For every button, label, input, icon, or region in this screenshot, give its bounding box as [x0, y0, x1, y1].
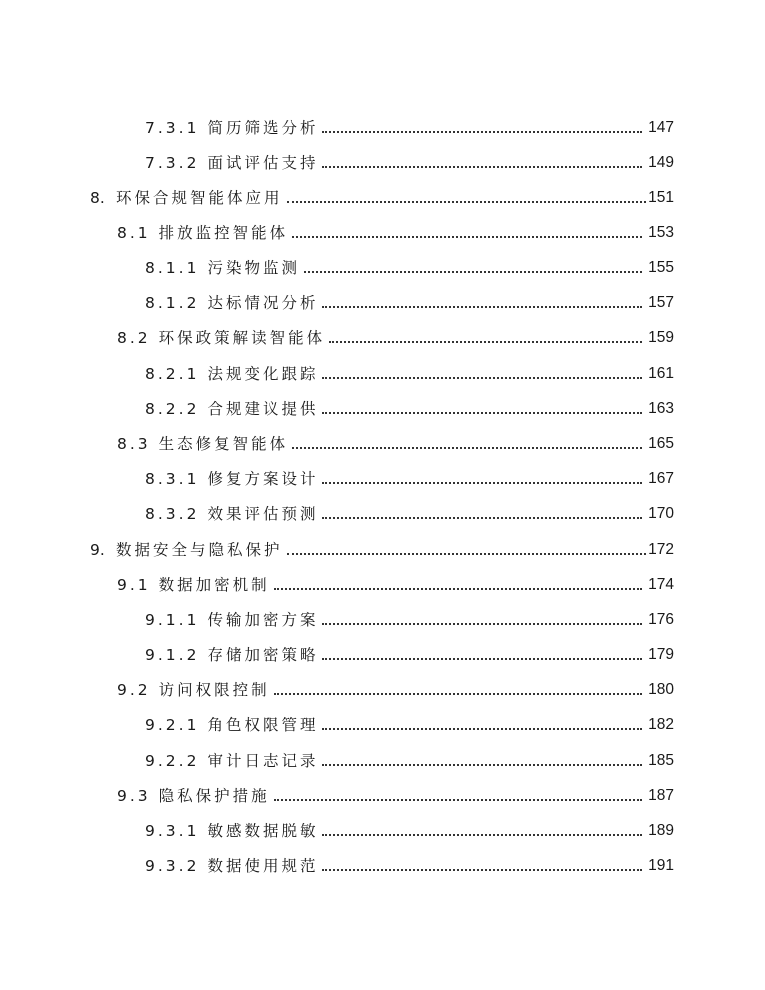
- toc-entry[interactable]: [90, 184, 674, 208]
- toc-entry[interactable]: [145, 114, 674, 138]
- dot-leader: [287, 200, 647, 203]
- dot-leader: [322, 516, 642, 519]
- toc-entry[interactable]: [145, 149, 674, 173]
- toc-entry[interactable]: [117, 219, 674, 243]
- dot-leader: [274, 692, 642, 695]
- toc-entry-number: 9.: [90, 541, 105, 559]
- toc-entry-page-number: 176: [648, 611, 674, 628]
- toc-entry-number: 9.2.2: [145, 752, 200, 770]
- toc-entry[interactable]: [145, 500, 674, 524]
- dot-leader: [274, 798, 642, 801]
- toc-entry-title: 修复方案设计: [207, 470, 319, 488]
- dot-leader: [322, 622, 642, 625]
- toc-entry-page-number: 189: [648, 822, 674, 839]
- toc-entry-number: 8.1: [117, 224, 151, 242]
- dot-leader: [322, 165, 642, 168]
- toc-entry[interactable]: [117, 571, 674, 595]
- toc-entry[interactable]: [117, 782, 674, 806]
- toc-entry-page-number: 172: [648, 541, 674, 558]
- dot-leader: [322, 130, 642, 133]
- toc-entry-number: 8.3.1: [145, 470, 200, 488]
- toc-entry-number: 8.2.2: [145, 400, 200, 418]
- toc-entry-page-number: 163: [648, 400, 674, 417]
- toc-entry[interactable]: [145, 852, 674, 876]
- dot-leader: [274, 587, 642, 590]
- toc-entry[interactable]: [117, 430, 674, 454]
- dot-leader: [322, 727, 642, 730]
- toc-entry-page-number: 147: [648, 119, 674, 136]
- toc-entry-number: 8.1.1: [145, 259, 200, 277]
- dot-leader: [292, 235, 642, 238]
- dot-leader: [322, 305, 642, 308]
- toc-entry[interactable]: [145, 360, 674, 384]
- toc-entry-title: 生态修复智能体: [158, 435, 289, 453]
- toc-entry-page-number: 151: [648, 189, 674, 206]
- toc-entry-page-number: 187: [648, 787, 674, 804]
- toc-entry[interactable]: [145, 711, 674, 735]
- toc-entry-number: 7.3.1: [145, 119, 200, 137]
- dot-leader: [322, 657, 642, 660]
- toc-entry-number: 8.3: [117, 435, 151, 453]
- toc-entry[interactable]: [145, 465, 674, 489]
- toc-entry-title: 环保政策解读智能体: [158, 329, 326, 347]
- toc-entry[interactable]: [117, 676, 674, 700]
- toc-entry-page-number: 170: [648, 505, 674, 522]
- toc-entry-title: 面试评估支持: [207, 154, 319, 172]
- toc-entry-title: 合规建议提供: [207, 400, 319, 418]
- toc-entry-page-number: 180: [648, 681, 674, 698]
- toc-entry[interactable]: [145, 641, 674, 665]
- toc-entry-page-number: 165: [648, 435, 674, 452]
- toc-entry-title: 环保合规智能体应用: [116, 189, 283, 207]
- toc-entry-title: 法规变化跟踪: [207, 365, 319, 383]
- toc-entry-number: 8.3.2: [145, 505, 200, 523]
- toc-entry-number: 9.1: [117, 576, 151, 594]
- toc-entry-number: 9.2: [117, 681, 151, 699]
- dot-leader: [304, 270, 642, 273]
- toc-entry-number: 9.3.2: [145, 857, 200, 875]
- toc-entry[interactable]: [117, 324, 674, 348]
- dot-leader: [322, 868, 642, 871]
- toc-entry-title: 隐私保护措施: [158, 787, 270, 805]
- toc-entry-title: 敏感数据脱敏: [207, 822, 319, 840]
- toc-entry-title: 访问权限控制: [158, 681, 270, 699]
- toc-entry-number: 9.3.1: [145, 822, 200, 840]
- toc-entry-number: 9.3: [117, 787, 151, 805]
- toc-entry-page-number: 155: [648, 259, 674, 276]
- toc-entry-page-number: 149: [648, 154, 674, 171]
- toc-entry-number: 9.1.1: [145, 611, 200, 629]
- toc-entry-page-number: 179: [648, 646, 674, 663]
- toc-entry-title: 达标情况分析: [207, 294, 319, 312]
- dot-leader: [292, 446, 642, 449]
- dot-leader: [322, 833, 642, 836]
- toc-entry-title: 排放监控智能体: [158, 224, 289, 242]
- toc-entry[interactable]: [145, 747, 674, 771]
- toc-entry-title: 数据安全与隐私保护: [116, 541, 283, 559]
- toc-entry-title: 效果评估预测: [207, 505, 319, 523]
- toc-entry-title: 审计日志记录: [207, 752, 319, 770]
- dot-leader: [322, 481, 642, 484]
- toc-entry-page-number: 161: [648, 365, 674, 382]
- toc-entry-page-number: 182: [648, 716, 674, 733]
- toc-entry-page-number: 153: [648, 224, 674, 241]
- toc-entry-number: 8.: [90, 189, 105, 207]
- dot-leader: [287, 552, 647, 555]
- toc-entry-title: 简历筛选分析: [207, 119, 319, 137]
- dot-leader: [322, 763, 642, 766]
- toc-entry[interactable]: [145, 289, 674, 313]
- toc-entry-number: 9.1.2: [145, 646, 200, 664]
- toc-entry-title: 数据使用规范: [207, 857, 319, 875]
- toc-entry-page-number: 185: [648, 752, 674, 769]
- toc-entry[interactable]: [90, 536, 674, 560]
- toc-entry[interactable]: [145, 395, 674, 419]
- dot-leader: [329, 340, 642, 343]
- toc-entry-title: 存储加密策略: [207, 646, 319, 664]
- toc-entry-page-number: 157: [648, 294, 674, 311]
- toc-entry-page-number: 159: [648, 329, 674, 346]
- toc-entry-title: 角色权限管理: [207, 716, 319, 734]
- dot-leader: [322, 376, 642, 379]
- toc-entry[interactable]: [145, 606, 674, 630]
- toc-entry-title: 传输加密方案: [207, 611, 319, 629]
- toc-entry-title: 数据加密机制: [158, 576, 270, 594]
- toc-entry-number: 8.1.2: [145, 294, 200, 312]
- toc-entry[interactable]: [145, 254, 674, 278]
- dot-leader: [322, 411, 642, 414]
- toc-entry-page-number: 167: [648, 470, 674, 487]
- toc-entry-page-number: 174: [648, 576, 674, 593]
- toc-entry-number: 8.2.1: [145, 365, 200, 383]
- toc-entry-page-number: 191: [648, 857, 674, 874]
- toc-entry-title: 污染物监测: [207, 259, 300, 277]
- toc-entry-number: 9.2.1: [145, 716, 200, 734]
- toc-entry-number: 7.3.2: [145, 154, 200, 172]
- toc-entry-number: 8.2: [117, 329, 151, 347]
- toc-entry[interactable]: [145, 817, 674, 841]
